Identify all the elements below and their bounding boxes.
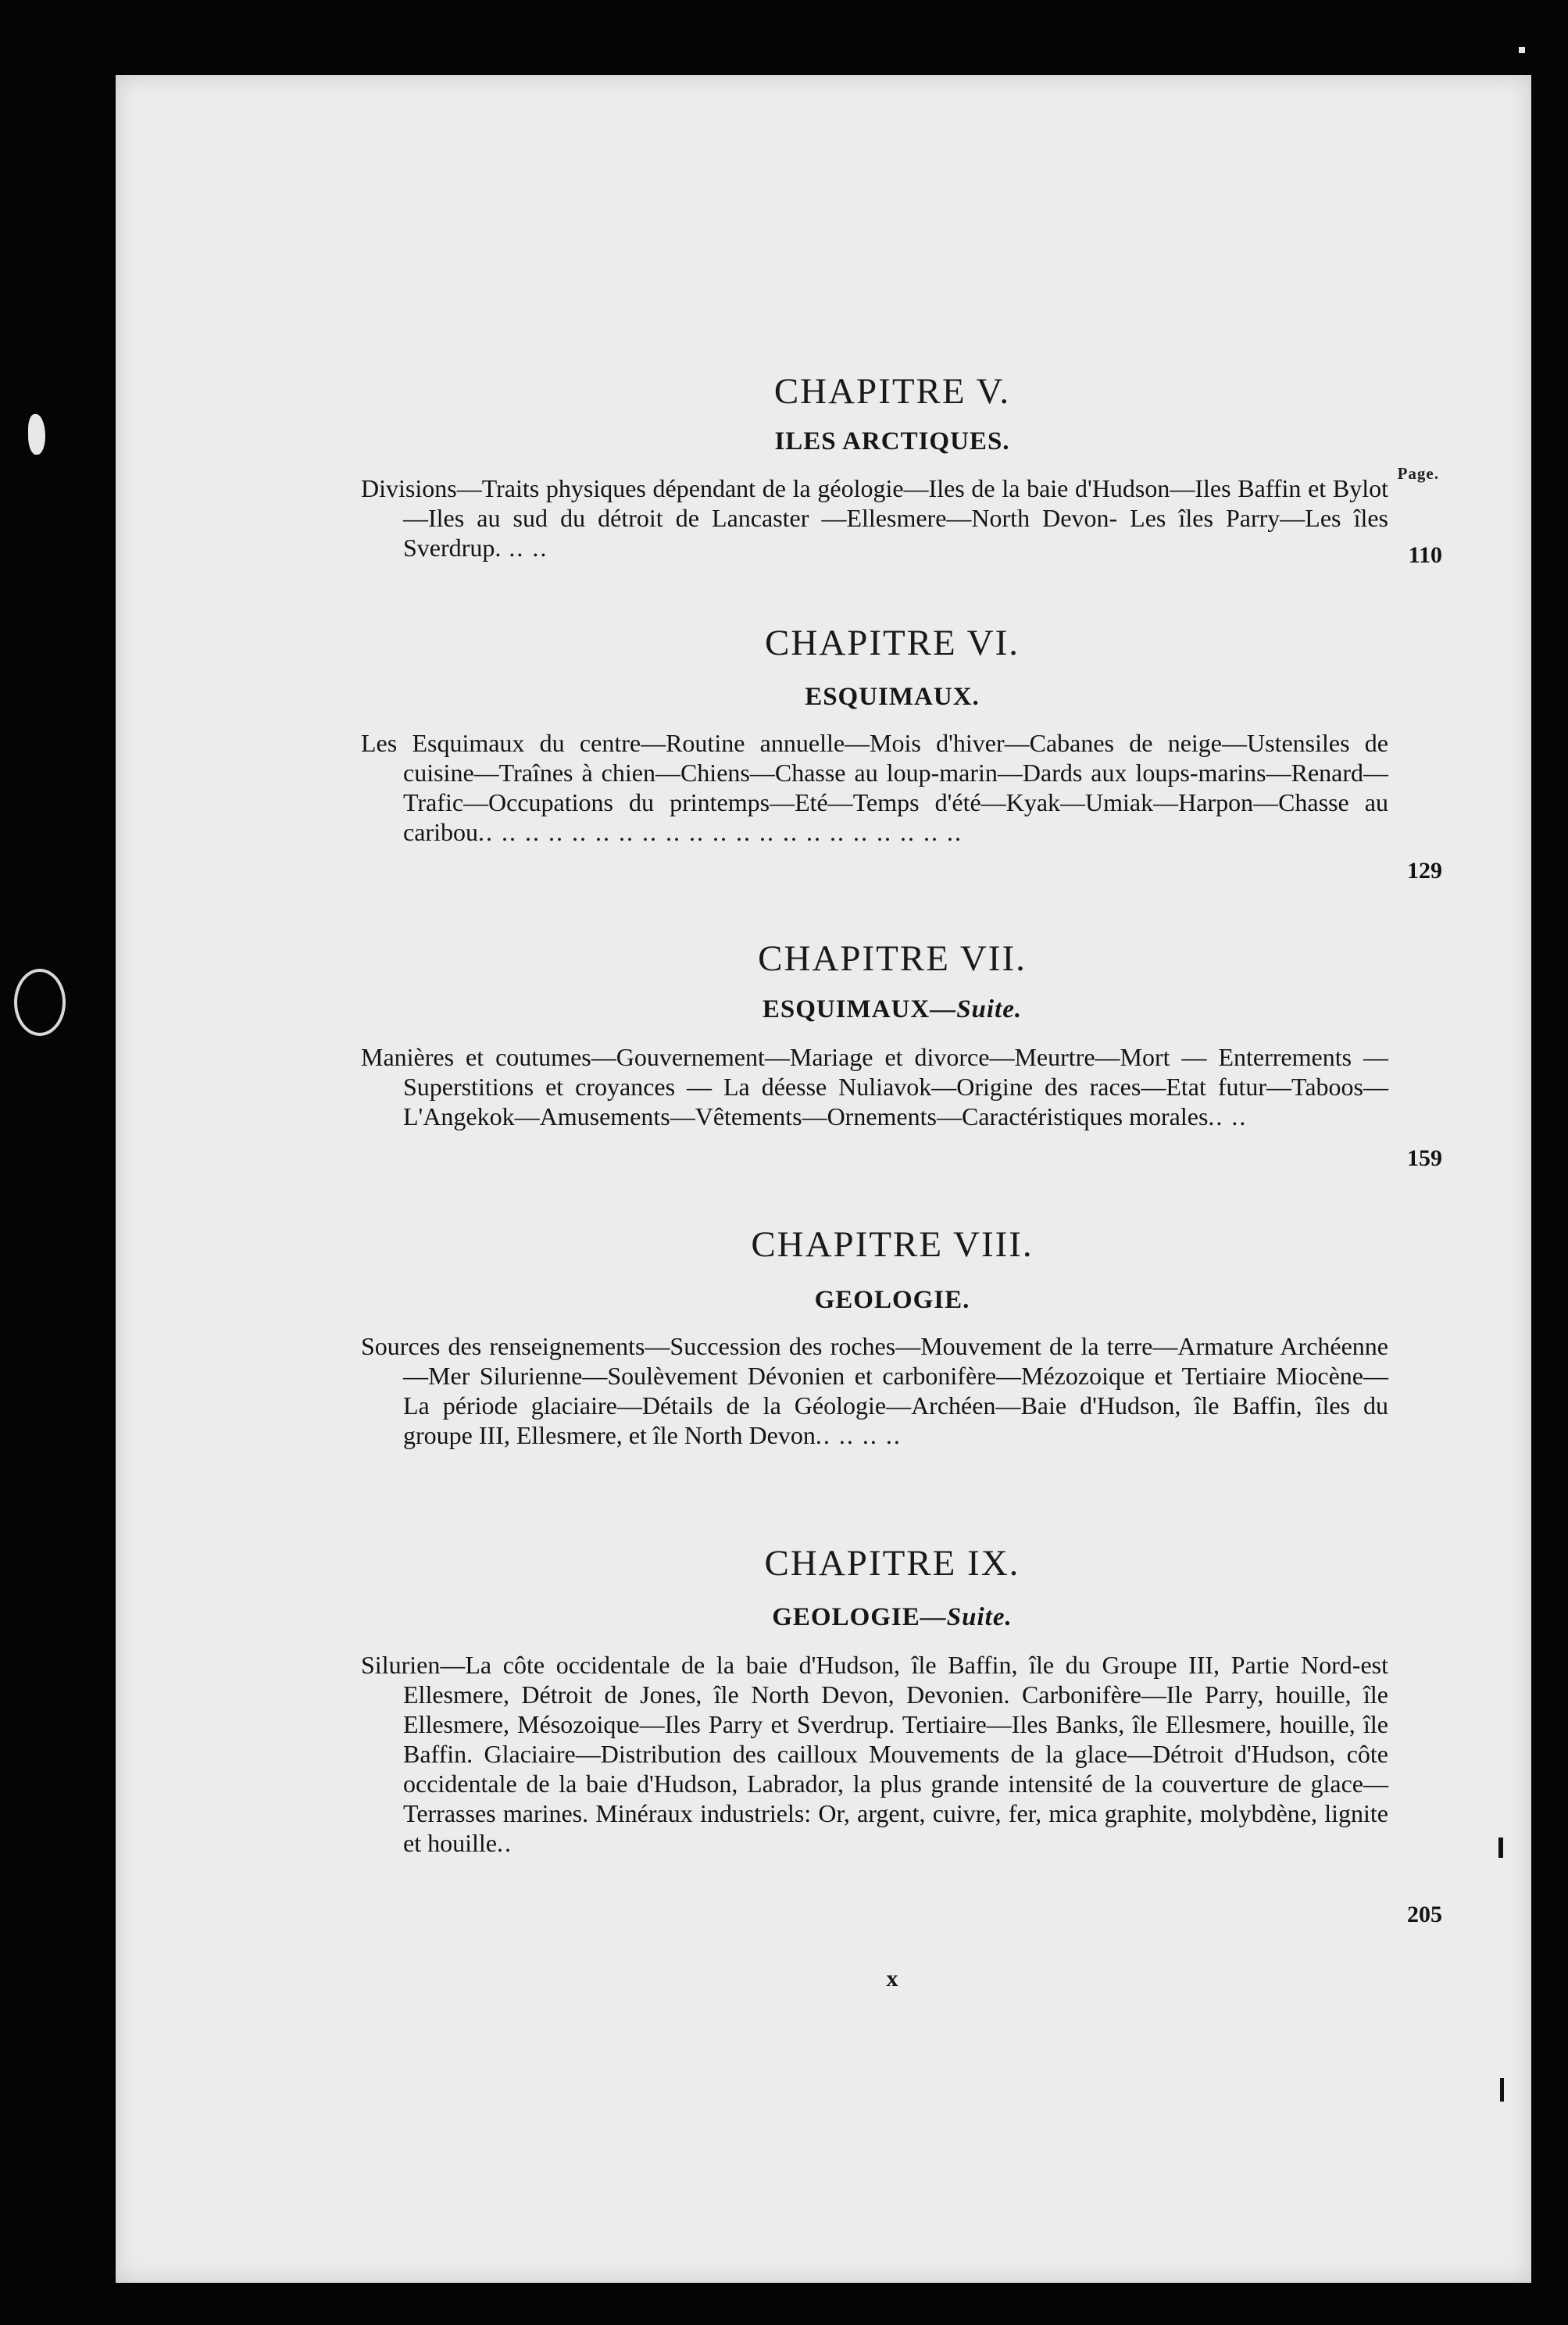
chapter-heading: CHAPITRE VI.: [764, 623, 1020, 663]
section-title: [361, 995, 1423, 1024]
section-title-text: GEOLOGIE.: [814, 1286, 970, 1314]
scan-artifact: [1500, 2078, 1504, 2102]
chapter-heading: CHAPITRE IX.: [764, 1543, 1020, 1584]
scan-artifact: [1498, 1838, 1503, 1858]
section-title-suite: —Suite.: [920, 1603, 1013, 1631]
section-title-text: GEOLOGIE: [772, 1603, 920, 1631]
summary-text: Divisions—Traits physiques dépendant de la géologie—Iles de la baie d'Hudson—Iles Baffin et Bylot—Iles au sud du détroit de Lancaster —Ellesmere—North Devon- Les îles Parry—Les îles Sverdrup.: [361, 474, 1388, 562]
summary-text: Sources des renseignements—Succession des roches—Mouvement de la terre—Armature Archéenne—Mer Silurienne—Soulèvement Dévonien et carbonifère—Mézozoique et Tertiaire Miocène—La période glaciaire—Détails de la Géologie—Archéen—Baie d'Hudson, île Baffin, îles du groupe III, Ellesmere, et île North Devon: [361, 1332, 1388, 1449]
summary-text: Silurien—La côte occidentale de la baie d'Hudson, île Baffin, île du Groupe III, Partie Nord-est Ellesmere, Détroit de Jones, île North Devon, Devonien. Carbonifère—Ile Parry, houille, île Ellesmere, Mésozoique—Iles Parry et Sverdrup. Tertiaire—Iles Banks, île Ellesmere, houille, île Baffin. Glaciaire—Distribution des cailloux Mouvements de la glace—Détroit d'Hudson, côte occidentale de la baie d'Hudson, Labrador, la plus grande intensité de la couverture de glace—Terrasses marines. Minéraux industriels: Or, argent, cuivre, fer, mica graphite, molybdène, lignite et houille: [361, 1651, 1388, 1857]
scan-artifact: [1519, 47, 1525, 53]
scan-artifact: [28, 414, 45, 455]
page-number: 159: [1407, 1145, 1442, 1171]
chapter-summary: [361, 1650, 1388, 1858]
dot-leaders: .. .. .. ..: [815, 1421, 902, 1449]
section-title: [361, 683, 1423, 712]
chapter-summary: [361, 1042, 1388, 1131]
section-title-text: ESQUIMAUX.: [805, 683, 980, 711]
chapter-heading: CHAPITRE V.: [773, 371, 1011, 412]
summary-text: Les Esquimaux du centre—Routine annuelle—Mois d'hiver—Cabanes de neige—Ustensiles de cuisine—Traînes à chien—Chiens—Chasse au loup-marin—Dards aux loups-marins—Renard—Trafic—Occupations du printemps—Eté—Temps d'été—Kyak—Umiak—Harpon—Chasse au caribou: [361, 729, 1388, 846]
page-number: 129: [1407, 858, 1442, 884]
dot-leaders: .. .. .. .. .. .. .. .. .. .. .. .. .. .. .. .. .. .. .. .. ..: [477, 818, 963, 846]
page-folio: x: [886, 1966, 898, 1991]
page-column-label: Page.: [1397, 464, 1439, 483]
dot-leaders: ..: [496, 1829, 513, 1857]
chapter-summary: [361, 728, 1388, 847]
section-title-text: ESQUIMAUX: [762, 995, 930, 1023]
section-title: [361, 427, 1423, 456]
chapter-heading: CHAPITRE VII.: [758, 938, 1027, 979]
page-number: 205: [1407, 1902, 1442, 1927]
section-title-suite: —Suite.: [930, 995, 1023, 1023]
chapter-summary: [361, 473, 1388, 562]
chapter-summary: [361, 1331, 1388, 1450]
dot-leaders: .. ..: [501, 534, 548, 562]
dot-leaders: .. ..: [1208, 1102, 1248, 1130]
section-title: [361, 1286, 1423, 1315]
chapter-heading: CHAPITRE VIII.: [751, 1224, 1034, 1265]
book-page: [116, 75, 1531, 2283]
summary-text: Manières et coutumes—Gouvernement—Mariage et divorce—Meurtre—Mort — Enterrements — Superstitions et croyances — La déesse Nuliavok—Origine des races—Etat futur—Taboos—L'Angekok—Amusements—Vêtements—Ornements—Caractéristiques morales: [361, 1043, 1388, 1130]
section-title: [361, 1603, 1423, 1632]
section-title-text: ILES ARCTIQUES.: [774, 427, 1010, 455]
scan-artifact: [14, 969, 66, 1036]
page-number: 110: [1408, 542, 1442, 568]
